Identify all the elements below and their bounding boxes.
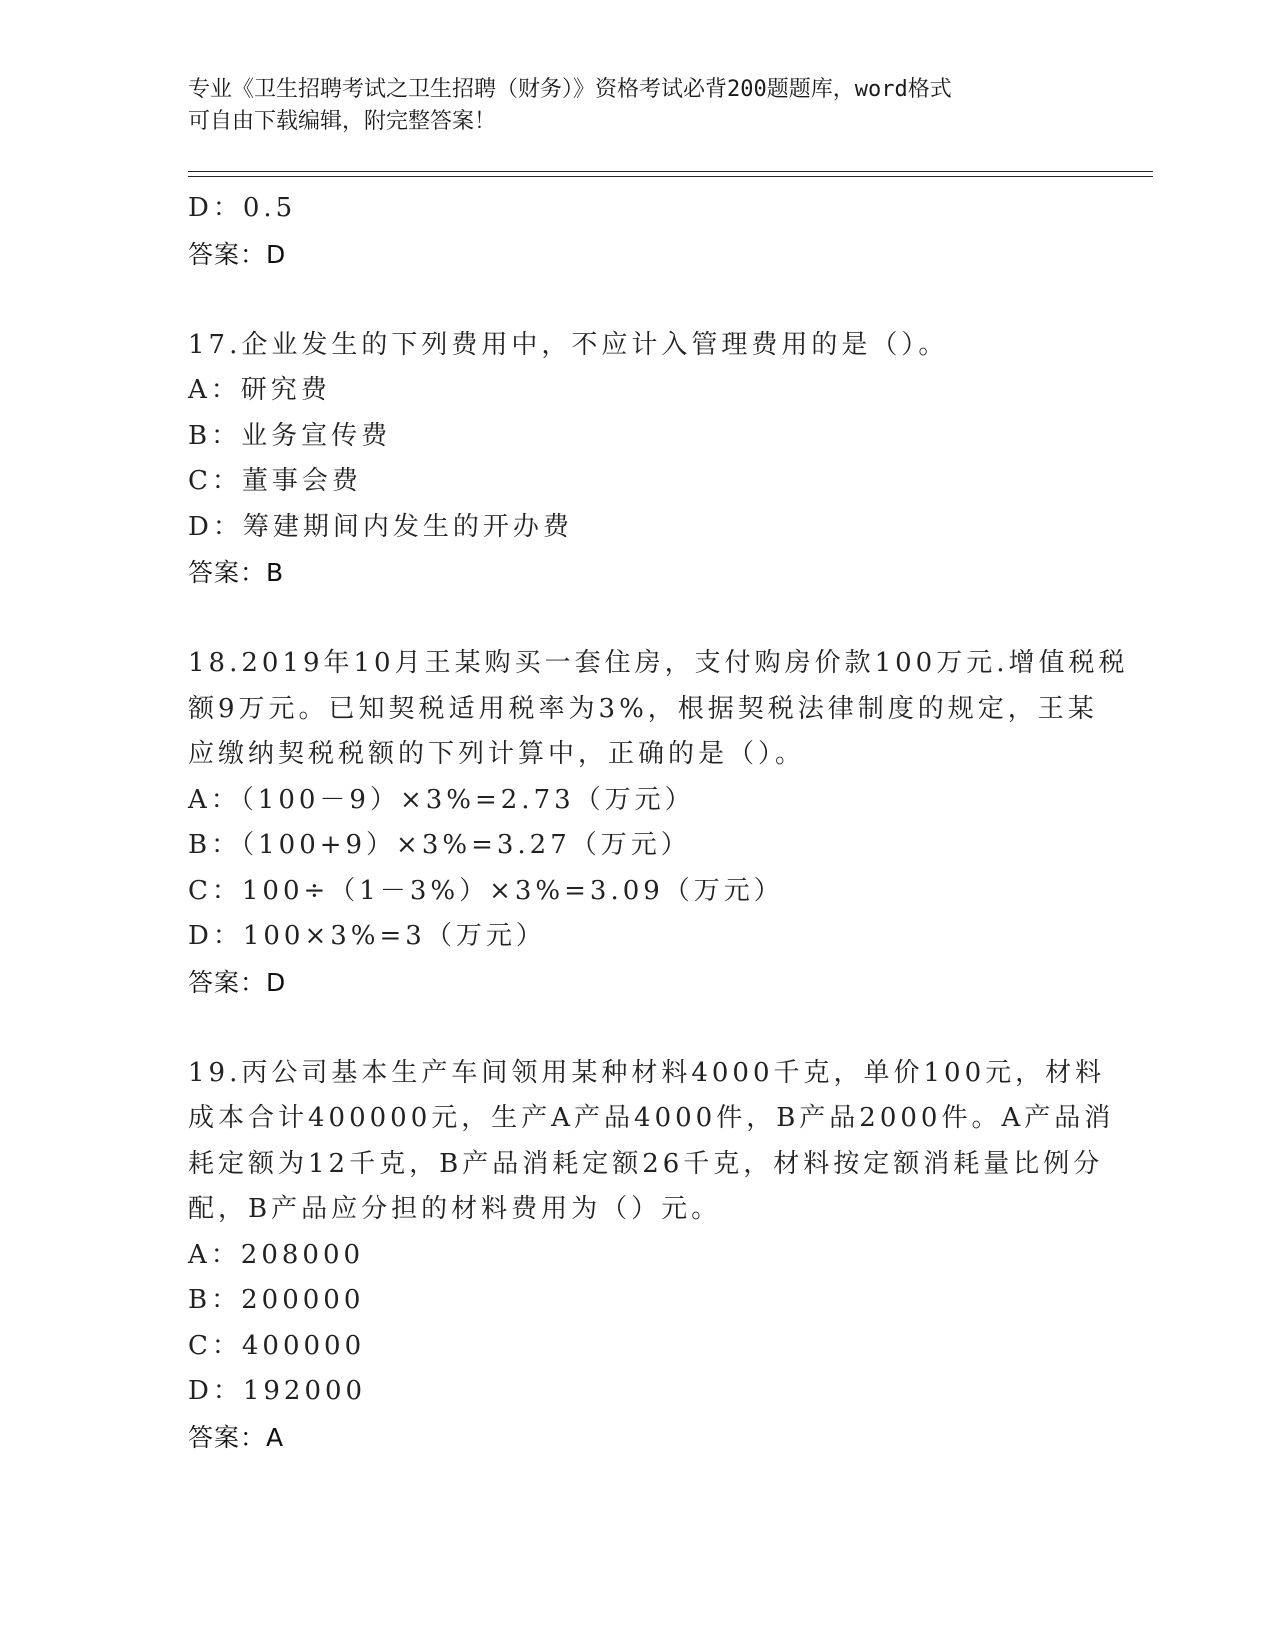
header-line-1: 专业《卫生招聘考试之卫生招聘（财务）》资格考试必背200题题库，word格式 bbox=[188, 77, 952, 102]
answer-line: 答案：A bbox=[188, 1422, 285, 1452]
option-c: C：董事会费 bbox=[188, 466, 362, 496]
question-18 bbox=[188, 641, 1129, 1005]
header-line-2: 可自由下载编辑，附完整答案！ bbox=[188, 109, 497, 134]
question-list bbox=[188, 186, 1129, 1460]
option-c: C：400000 bbox=[188, 1330, 366, 1361]
question-stem-line: 19.丙公司基本生产车间领用某种材料4000千克，单价100元，材料 bbox=[188, 1057, 1106, 1088]
header-divider-top bbox=[188, 171, 1153, 172]
answer-line: 答案：D bbox=[188, 239, 287, 269]
option-a: A：208000 bbox=[188, 1239, 365, 1270]
question-stem-line: 18.2019年10月王某购买一套住房，支付购房价款100万元.增值税税 bbox=[188, 648, 1129, 678]
spacer bbox=[188, 596, 1088, 642]
option-d: D：0.5 bbox=[188, 193, 297, 223]
header-divider-bottom bbox=[188, 176, 1153, 177]
option-d: D：100×3%=3（万元） bbox=[188, 921, 546, 951]
option-b: B：200000 bbox=[188, 1285, 365, 1315]
question-stem-line: 耗定额为12千克，B产品消耗定额26千克，材料按定额消耗量比例分 bbox=[188, 1148, 1104, 1179]
answer-line: 答案：D bbox=[188, 967, 287, 997]
spacer bbox=[188, 1005, 1088, 1051]
question-17 bbox=[188, 323, 1088, 596]
question-stem-line: 额9万元。已知契税适用税率为3%，根据契税法律制度的规定，王某 bbox=[188, 693, 1098, 724]
option-a: A：（100－9）×3%=2.73（万元） bbox=[188, 784, 695, 815]
question-stem-line: 成本合计400000元，生产A产品4000件，B产品2000件。A产品消 bbox=[188, 1103, 1115, 1133]
option-a: A：研究费 bbox=[188, 375, 331, 405]
question-stem-line: 配，B产品应分担的材料费用为（）元。 bbox=[188, 1194, 722, 1224]
document-header bbox=[188, 74, 1068, 138]
spacer bbox=[188, 277, 1088, 323]
answer-line: 答案：B bbox=[188, 558, 285, 587]
option-b: B：业务宣传费 bbox=[188, 420, 392, 451]
question-stem-line: 应缴纳契税税额的下列计算中，正确的是（）。 bbox=[188, 739, 806, 769]
question-19 bbox=[188, 1051, 1115, 1461]
question-stem: 17.企业发生的下列费用中，不应计入管理费用的是（）。 bbox=[188, 329, 949, 360]
option-b: B：（100+9）×3%=3.27（万元） bbox=[188, 830, 691, 860]
option-c: C：100÷（1－3%）×3%=3.09（万元） bbox=[188, 875, 784, 906]
question-16-tail bbox=[188, 186, 1088, 277]
option-d: D：192000 bbox=[188, 1376, 367, 1406]
option-d: D：筹建期间内发生的开办费 bbox=[188, 511, 573, 542]
